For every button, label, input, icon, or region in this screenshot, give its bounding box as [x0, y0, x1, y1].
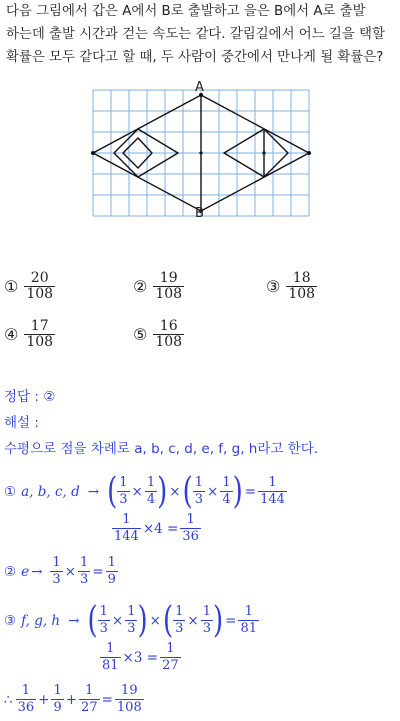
numerator: 1 — [222, 475, 231, 490]
numerator: 1 — [107, 555, 116, 570]
numerator: 18 — [292, 270, 311, 286]
fraction — [193, 475, 205, 508]
denominator: 3 — [194, 492, 203, 507]
option-mark: ② — [133, 277, 148, 296]
denominator: 36 — [17, 700, 35, 715]
step-vars: a, b, c, d — [21, 483, 80, 500]
arrow: → — [68, 612, 80, 629]
fraction — [220, 475, 232, 508]
option-mark: ④ — [4, 325, 19, 344]
explanation-label: 해설 : — [4, 415, 39, 431]
denominator: 81 — [102, 658, 119, 673]
numerator: 19 — [121, 683, 138, 698]
solution-step-1b — [112, 512, 201, 545]
fraction — [238, 604, 259, 637]
numerator: 1 — [127, 604, 136, 619]
step-vars: e — [21, 563, 30, 580]
operator: ×4 = — [142, 520, 179, 537]
denominator: 3 — [175, 621, 184, 636]
option-fraction — [153, 319, 184, 350]
fraction — [201, 604, 213, 637]
numerator: 1 — [166, 641, 175, 656]
solution-step-3: ③ f, g, h → ( $\frac{1}{3}$ × $\frac{1}{3}$ ) × ( $\frac{1}{3}$ × $\frac{1}{3}$ ) = $\frac{1}{81}$ — [4, 599, 257, 642]
path-diagram — [85, 84, 315, 224]
numerator: 1 — [186, 512, 195, 527]
option-fraction — [286, 271, 317, 302]
numerator: 17 — [30, 318, 49, 334]
solution-step-3b — [100, 641, 181, 674]
step-mark: ③ — [4, 612, 17, 629]
question-line: 다음 그림에서 갑은 A에서 B로 출발하고 을은 B에서 A로 출발 — [6, 4, 366, 19]
option-5[interactable] — [133, 319, 184, 350]
denominator: 4 — [222, 492, 231, 507]
denominator: 108 — [155, 286, 183, 302]
option-4[interactable] — [4, 319, 55, 350]
numerator: 1 — [85, 683, 94, 698]
denominator: 3 — [99, 621, 108, 636]
denominator: 3 — [127, 621, 136, 636]
option-fraction — [153, 271, 184, 302]
label-a: A — [195, 80, 204, 95]
numerator: 1 — [146, 475, 156, 490]
numerator: 1 — [194, 475, 203, 490]
option-fraction — [24, 271, 55, 302]
operator: ×3 = — [122, 649, 159, 666]
fraction — [258, 475, 287, 508]
fraction — [115, 683, 144, 716]
denominator: 108 — [116, 700, 142, 715]
denominator: 108 — [26, 286, 54, 302]
fraction — [180, 512, 201, 545]
option-3[interactable] — [266, 271, 317, 302]
fraction — [78, 555, 90, 588]
fraction — [50, 555, 62, 588]
fraction — [79, 683, 100, 716]
option-mark: ⑤ — [133, 325, 148, 344]
arrow: → — [31, 563, 43, 580]
option-fraction — [24, 319, 55, 350]
denominator: 144 — [260, 492, 285, 507]
question-line: 확률은 모두 같다고 할 때, 두 사람이 중간에서 만나게 될 확률은? — [6, 50, 384, 65]
denominator: 3 — [80, 572, 89, 587]
numerator: 1 — [268, 475, 277, 490]
fraction — [100, 641, 121, 674]
solution-intro: 수평으로 점을 차례로 a, b, c, d, e, f, g, h라고 한다. — [4, 441, 319, 457]
option-mark: ③ — [266, 277, 281, 296]
denominator: 3 — [52, 572, 61, 587]
denominator: 3 — [202, 621, 211, 636]
denominator: 81 — [240, 621, 257, 636]
denominator: 3 — [119, 492, 128, 507]
numerator: 1 — [106, 641, 115, 656]
numerator: 19 — [159, 270, 178, 286]
numerator: 1 — [21, 683, 30, 698]
denominator: 4 — [146, 492, 156, 507]
denominator: 27 — [162, 658, 179, 673]
numerator: 1 — [122, 512, 131, 527]
fraction — [106, 555, 118, 588]
fraction — [160, 641, 181, 674]
numerator: 16 — [159, 318, 178, 334]
therefore-symbol: ∴ — [4, 691, 13, 708]
denominator: 27 — [81, 700, 98, 715]
numerator: 1 — [175, 604, 184, 619]
question-line: 하는데 출발 시간과 걷는 속도는 같다. 갈림길에서 어느 길을 택할 — [6, 27, 385, 42]
numerator: 1 — [119, 475, 128, 490]
solution-step-2: ② e → $\frac{1}{3}$ × $\frac{1}{3}$ = $\frac{1}{9}$ — [4, 555, 116, 587]
question-text — [6, 0, 398, 69]
option-mark: ① — [4, 277, 19, 296]
denominator: 9 — [107, 572, 116, 587]
fraction — [98, 604, 110, 637]
numerator: 1 — [80, 555, 89, 570]
denominator: 108 — [288, 286, 316, 302]
option-1[interactable] — [4, 271, 55, 302]
denominator: 9 — [53, 700, 62, 715]
numerator: 20 — [30, 270, 49, 286]
fraction — [51, 683, 63, 716]
fraction — [125, 604, 137, 637]
label-b: B — [195, 206, 204, 221]
denominator: 144 — [114, 529, 139, 544]
solution-step-1: ① a, b, c, d → ( $\frac{1}{3}$ × $\frac{1}{4}$ ) × ( $\frac{1}{3}$ × $\frac{1}{4}$ ) = $\frac{1}{144}$ — [4, 470, 285, 513]
numerator: 1 — [244, 604, 253, 619]
step-mark: ② — [4, 563, 17, 580]
option-2[interactable] — [133, 271, 184, 302]
denominator: 108 — [155, 334, 183, 350]
denominator: 36 — [182, 529, 199, 544]
step-mark: ① — [4, 483, 17, 500]
arrow: → — [87, 483, 100, 500]
numerator: 1 — [52, 555, 61, 570]
fraction — [117, 475, 129, 508]
fraction — [145, 475, 157, 508]
numerator: 1 — [53, 683, 62, 698]
numerator: 1 — [202, 604, 211, 619]
solution-final: ∴ $\frac{1}{36}$ + $\frac{1}{9}$ + $\frac{1}{27}$ = $\frac{19}{108}$ — [4, 683, 142, 715]
step-vars: f, g, h — [21, 612, 61, 629]
denominator: 108 — [26, 334, 54, 350]
answer-label: 정답 : ② — [4, 389, 56, 405]
fraction — [112, 512, 141, 545]
fraction — [16, 683, 37, 716]
numerator: 1 — [99, 604, 108, 619]
fraction — [173, 604, 185, 637]
